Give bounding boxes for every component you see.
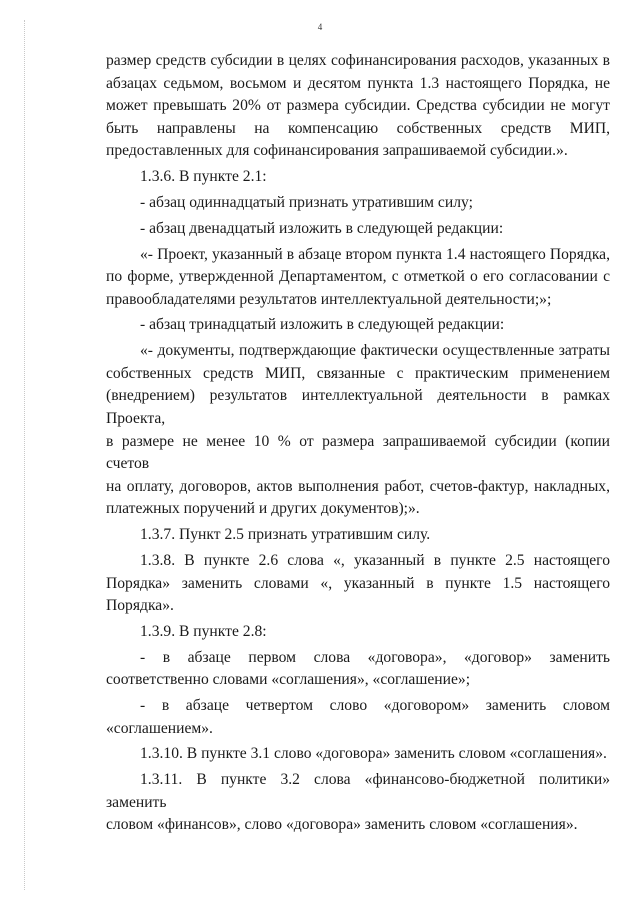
paragraph-1-3-9 xyxy=(106,621,610,644)
paragraph-quote-project xyxy=(106,244,610,312)
margin-rule xyxy=(24,20,25,890)
paragraph-abzac-12 xyxy=(106,218,610,241)
text-line: - абзац тринадцатый изложить в следующей редакции: xyxy=(140,316,505,334)
text-line: 1.3.9. В пункте 2.8: xyxy=(140,622,267,640)
text-line: словом «финансов», слово «договора» заменить словом «соглашения». xyxy=(106,816,578,834)
text-line: 1.3.11. В пункте 3.2 слова «финансово-бюджетной политики» заменить xyxy=(106,771,610,811)
text-line: - абзац двенадцатый изложить в следующей редакции: xyxy=(140,219,504,237)
paragraph-abzac-13 xyxy=(106,314,610,337)
text-line: платежных поручений и других документов);». xyxy=(106,500,420,518)
text-line: абзацах седьмом, восьмом и десятом пункта 1.3 настоящего Порядка, не xyxy=(106,74,610,92)
text-line: соответственно словами «соглашения», «соглашение»; xyxy=(106,671,471,689)
text-line: «соглашением». xyxy=(106,719,213,737)
text-line: - в абзаце первом слова «договора», «договор» заменить xyxy=(140,648,610,666)
page-number: 4 xyxy=(317,22,323,32)
text-line: быть направлены на компенсацию собственных средств МИП, xyxy=(106,119,610,137)
text-line: «- документы, подтверждающие фактически осуществленные затраты xyxy=(140,342,610,360)
paragraph-1-3-8 xyxy=(106,550,610,618)
text-line: «- Проект, указанный в абзаце втором пункта 1.4 настоящего Порядка, xyxy=(140,245,610,263)
paragraph-continuation xyxy=(106,50,610,163)
paragraph-1-3-11 xyxy=(106,769,610,837)
text-line: - абзац одиннадцатый признать утратившим силу; xyxy=(140,193,473,211)
text-line: по форме, утвержденной Департаментом, с отметкой о его согласовании с xyxy=(106,268,610,286)
text-line: предоставленных для софинансирования запрашиваемой субсидии.». xyxy=(106,142,568,160)
text-line: на оплату, договоров, актов выполнения работ, счетов-фактур, накладных, xyxy=(106,477,610,495)
text-line: в размере не менее 10 % от размера запрашиваемой субсидии (копии счетов xyxy=(106,432,610,473)
text-line: - в абзаце четвертом слово «договором» заменить словом xyxy=(140,697,610,715)
paragraph-abzac-first xyxy=(106,647,610,692)
text-line: Порядка» заменить словами «, указанный в пункте 1.5 настоящего Порядка». xyxy=(106,574,610,615)
text-line: (внедрением) результатов интеллектуальной деятельности в рамках Проекта, xyxy=(106,387,610,428)
text-line: правообладателями результатов интеллектуальной деятельности;»; xyxy=(106,290,552,308)
paragraph-abzac-fourth xyxy=(106,695,610,740)
text-line: размер средств субсидии в целях софинансирования расходов, указанных в xyxy=(106,52,610,69)
paragraph-1-3-6 xyxy=(106,166,610,189)
text-line: 1.3.8. В пункте 2.6 слова «, указанный в пункте 2.5 настоящего xyxy=(140,551,610,569)
text-line: собственных средств МИП, связанные с практическим применением xyxy=(106,364,610,382)
paragraph-abzac-11 xyxy=(106,192,610,215)
text-line: 1.3.10. В пункте 3.1 слово «договора» заменить словом «соглашения». xyxy=(140,745,607,763)
paragraph-1-3-7 xyxy=(106,524,610,547)
paragraph-1-3-10 xyxy=(106,743,610,766)
document-body xyxy=(106,50,610,840)
text-line: 1.3.7. Пункт 2.5 признать утратившим силу. xyxy=(140,526,431,544)
text-line: может превышать 20% от размера субсидии. Средства субсидии не могут xyxy=(106,97,610,115)
text-line: 1.3.6. В пункте 2.1: xyxy=(140,168,267,186)
paragraph-quote-docs xyxy=(106,340,610,521)
